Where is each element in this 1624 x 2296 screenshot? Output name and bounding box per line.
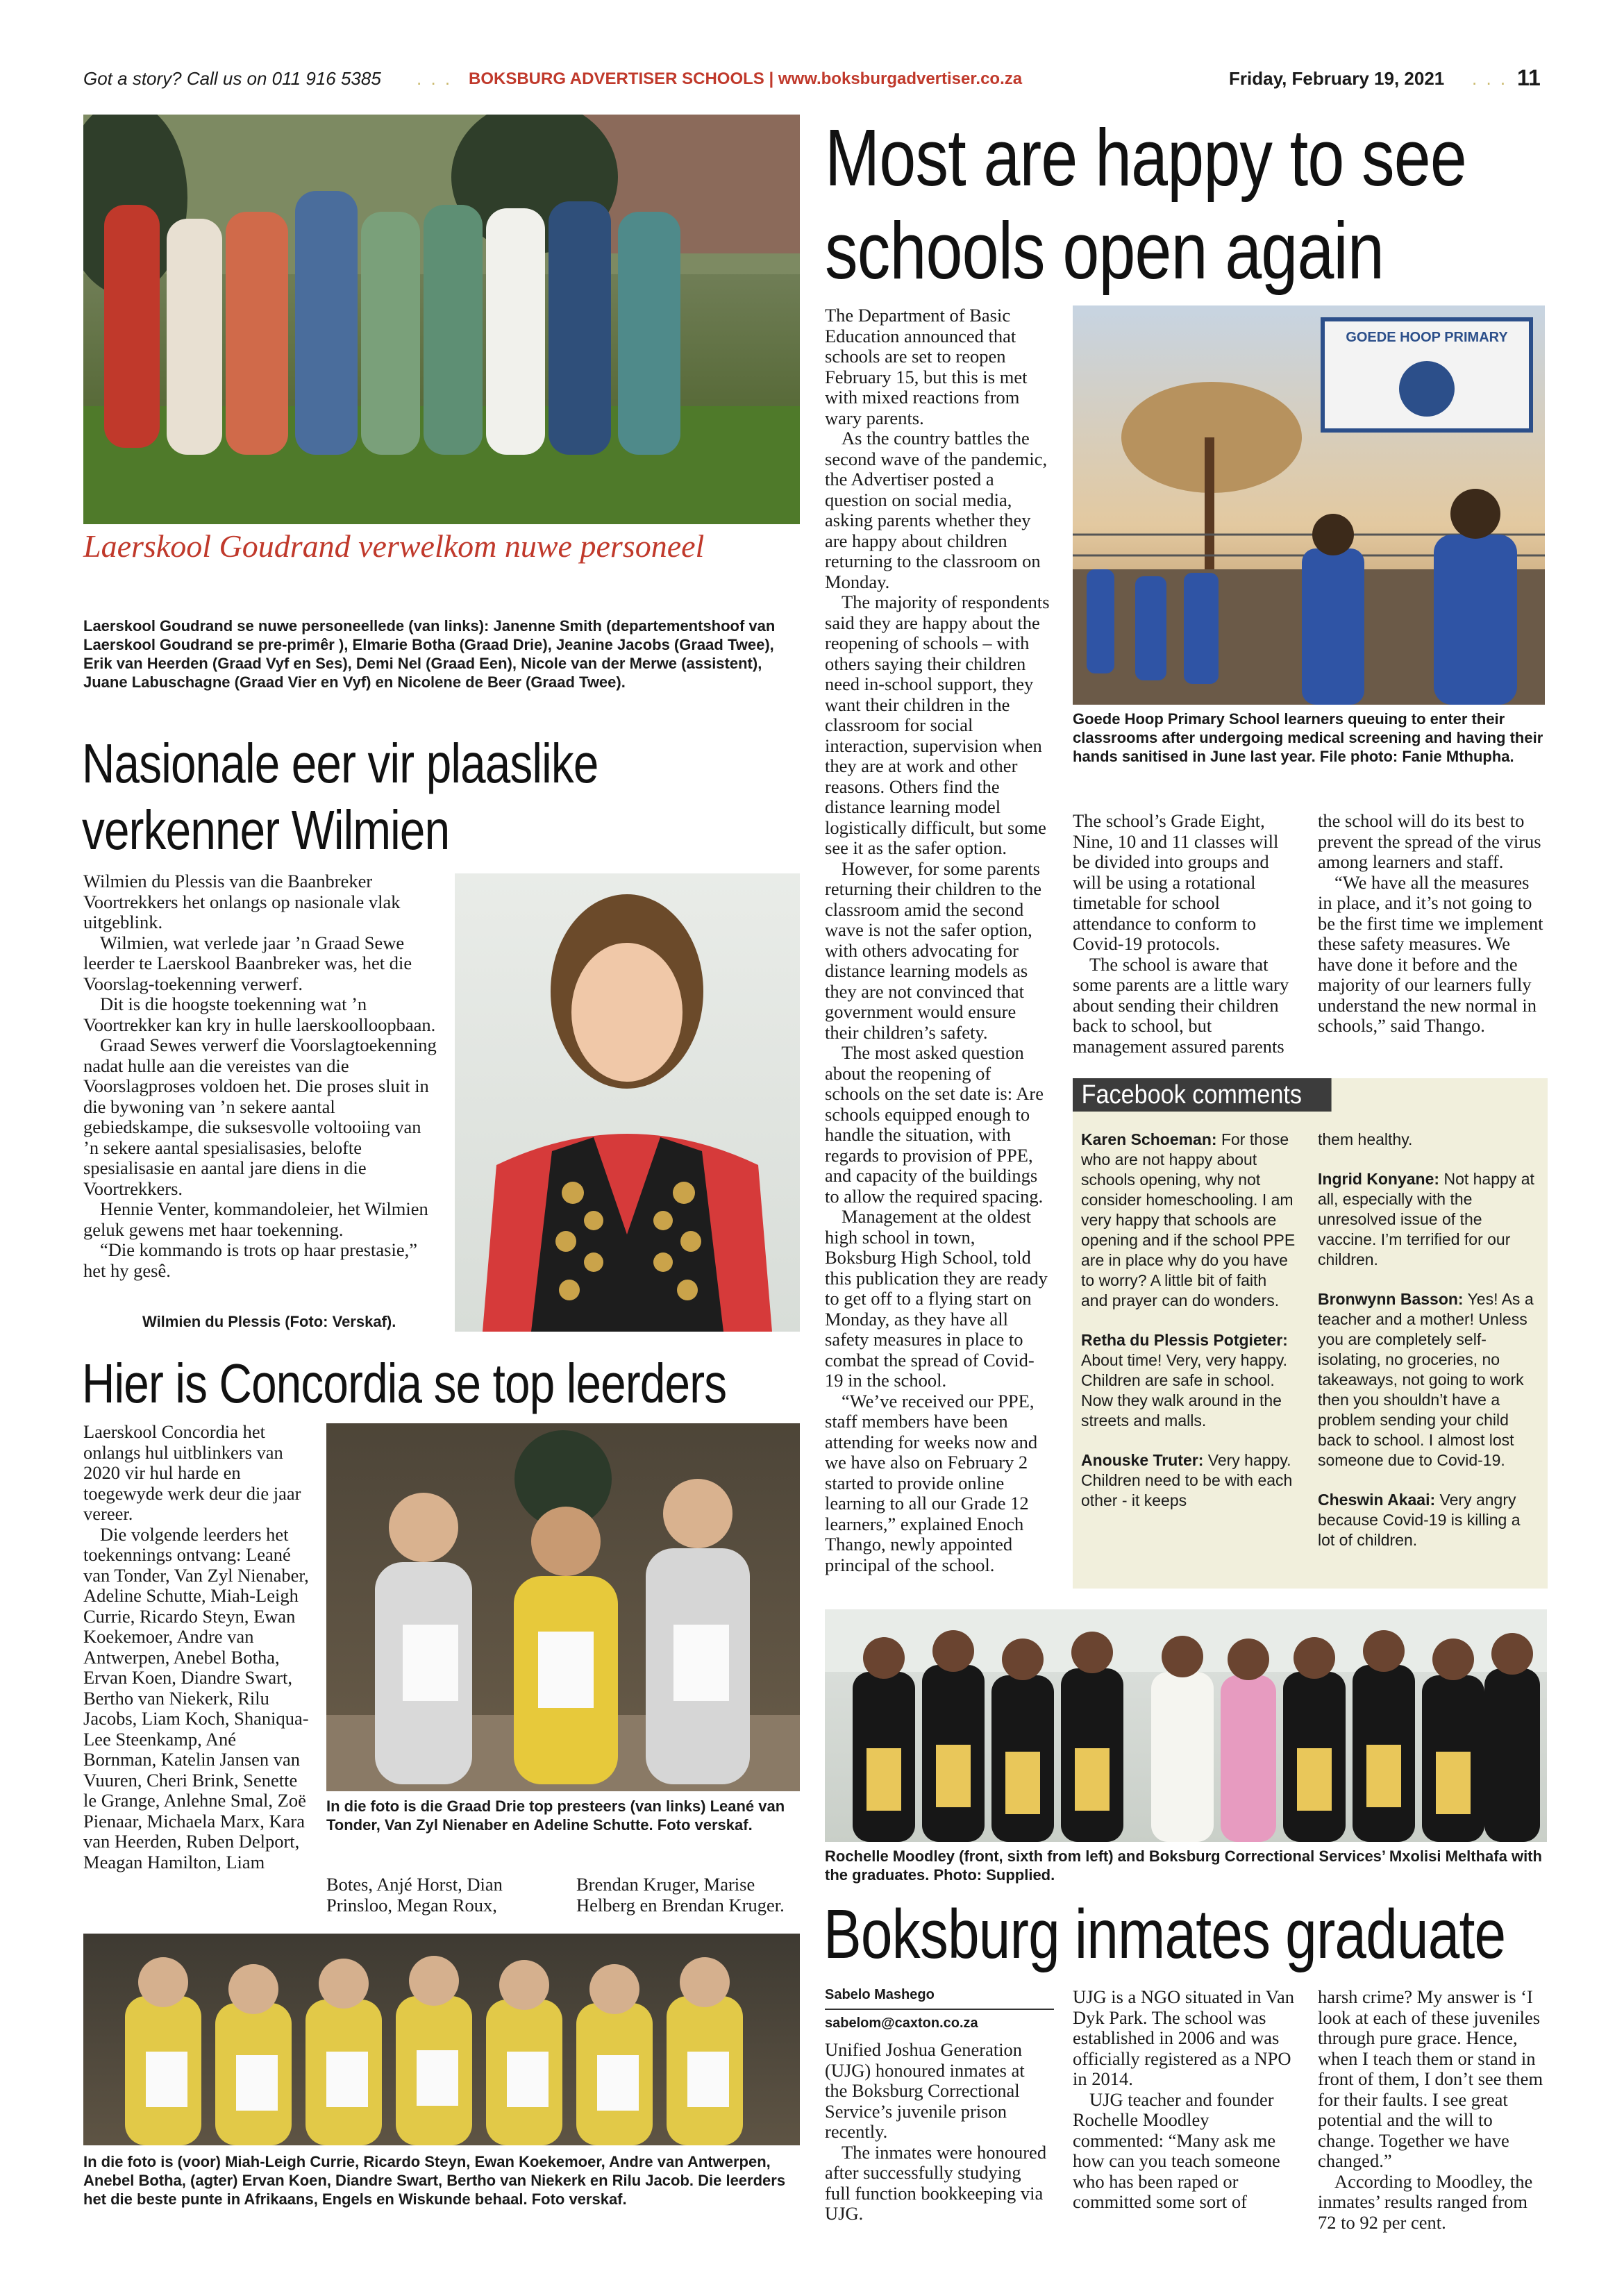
paragraph: “Die kommando is trots op haar prestasie,” het hy gesê. — [83, 1239, 417, 1281]
paragraph: The Department of Basic Education announced that schools are set to reopen February 15, but this is met with mixed reactions from wary parents. — [825, 305, 1028, 428]
paragraph: According to Moodley, the inmates’ results ranged from 72 to 92 per cent. — [1318, 2170, 1533, 2233]
commenter-name: Karen Schoeman: — [1081, 1130, 1217, 1148]
comment-text: Very angry because Covid-19 is killing a lot of children. — [1318, 1491, 1521, 1549]
wilmien-article-body — [83, 871, 437, 1281]
paragraph: UJG is a NGO situated in Van Dyk Park. The school was established in 2006 and was officially registered as a NPO in 2014. — [1073, 1986, 1294, 2089]
wilmien-headline-line-1: Nasionale eer vir plaaslike — [82, 732, 598, 794]
inmates-article-col-3 — [1318, 1987, 1547, 2233]
commenter-name: Retha du Plessis Potgieter: — [1081, 1331, 1288, 1349]
header-dots-2: . . . — [1472, 68, 1508, 89]
paragraph: harsh crime? My answer is ‘I look at each of these juveniles through pure grace. Hence, when I teach them or stand in front of them, I don’t see them for their faults. I see great potential and the will to change. Together we have changed.” — [1318, 1986, 1543, 2171]
concordia-caption-2: In die foto is (voor) Miah-Leigh Currie, Ricardo Steyn, Ewan Koekemoer, Andre van Antwerpen, Anebel Botha, (agter) Ervan Koen, Diandre Swart, Bertho van Niekerk en Rilu Jacob. Die leerders het die beste punte in Afrikaans, Engels en Wiskunde behaal. Foto verskaf. — [83, 2153, 786, 2208]
paragraph: UJG teacher and founder Rochelle Moodley commented: “Many ask me how can you teach someone who has been raped or committed some sort of — [1073, 2088, 1280, 2212]
comment-text: Not happy at all, especially with the unresolved issue of the vaccine. I’m terrified for our children. — [1318, 1170, 1534, 1268]
wilmien-photo-art — [455, 873, 800, 1332]
concordia-article-body — [83, 1422, 312, 1872]
concordia-grade-three-photo — [326, 1423, 800, 1791]
paragraph: Botes, Anjé Horst, Dian Prinsloo, Megan Roux, — [326, 1874, 503, 1916]
inmates-byline — [825, 1987, 1054, 2031]
schools-article-col-1 — [825, 305, 1050, 1575]
paragraph: Wilmien, wat verlede jaar ’n Graad Sewe leerder te Laerskool Baanbreker was, het die Voorslag-toekenning verwerf. — [83, 932, 412, 994]
header-section-title: BOKSBURG ADVERTISER SCHOOLS | www.boksburgadvertiser.co.za — [469, 69, 1023, 88]
byline-author: Sabelo Mashego — [825, 1987, 1054, 2010]
inmates-article-col-2 — [1073, 1987, 1295, 2213]
paragraph: “We’ve received our PPE, staff members have been attending for weeks now and we have also on February 2 started to provide online learning to all our Grade 12 learners,” explained Enoch Thango, newly appointed principal of the school. — [825, 1390, 1038, 1575]
facebook-comment — [1318, 1130, 1537, 1150]
paragraph: Dit is die hoogste toekenning wat ’n Voortrekker kan kry in hulle laerskoolloopbaan. — [83, 994, 436, 1035]
facebook-comments-title: Facebook comments — [1073, 1078, 1332, 1112]
header-story-line: Got a story? Call us on 011 916 5385 — [83, 68, 381, 89]
inmates-headline: Boksburg inmates graduate — [823, 1895, 1506, 1973]
facebook-comment — [1081, 1450, 1296, 1511]
paragraph: Unified Joshua Generation (UJG) honoured inmates at the Boksburg Correctional Service’s juvenile prison recently. — [825, 2039, 1025, 2142]
concordia-photo-1-art — [326, 1423, 800, 1791]
paragraph: However, for some parents returning their children to the classroom amid the second wave is not the safer option, with others advocating for distance learning models as they are not convinced that government would ensure their children’s safety. — [825, 857, 1042, 1043]
concordia-continued-2 — [576, 1875, 805, 1916]
paragraph: Die volgende leerders het toekennings ontvang: Leané van Tonder, Van Zyl Nienaber, Adeline Schutte, Miah-Leigh Currie, Ricardo Steyn, Ewan Koekemoer, Andre van Antwerpen, Anebel Botha, Ervan Koen, Diandre Swart, Bertho van Niekerk, Rilu Jacobs, Liam Koch, Shaniqua-Lee Steenkamp, Ané Bornman, Katelin Jansen van Vuuren, Cheri Brink, Senette le Grange, Anlehne Smal, Zoë Pienaar, Michaela Marx, Kara van Heerden, Ruben Delport, Meagan Hamilton, Liam — [83, 1523, 309, 1872]
concordia-group-photo — [83, 1934, 800, 2145]
graduates-photo-art — [825, 1609, 1547, 1842]
comment-text: About time! Very, very happy. Children are safe in school. Now they walk around in the streets and malls. — [1081, 1351, 1288, 1430]
inmates-article-col-1 — [825, 2040, 1050, 2224]
commenter-name: Ingrid Konyane: — [1318, 1170, 1440, 1188]
paragraph: As the country battles the second wave of the pandemic, the Advertiser posted a question on social media, asking parents whether they are happy about children returning to the classroom on Monday. — [825, 428, 1048, 592]
concordia-continued-1 — [326, 1875, 535, 1916]
schools-headline-line-2: schools open again — [825, 206, 1384, 296]
concordia-caption-1: In die foto is die Graad Drie top presteers (van links) Leané van Tonder, Van Zyl Nienaber en Adeline Schutte. Foto verskaf. — [326, 1798, 785, 1834]
commenter-name: Bronwynn Basson: — [1318, 1290, 1464, 1308]
wilmien-headline-line-2: verkenner Wilmien — [82, 799, 450, 861]
concordia-headline: Hier is Concordia se top leerders — [82, 1352, 727, 1414]
commenter-name: Cheswin Akaai: — [1318, 1491, 1436, 1509]
paragraph: The inmates were honoured after successfully studying full function bookkeeping via UJG. — [825, 2141, 1047, 2224]
header-dots-1: . . . — [417, 68, 453, 89]
paragraph: the school will do its best to prevent the spread of the virus among learners and staff. — [1318, 810, 1541, 872]
facebook-comment — [1081, 1130, 1296, 1311]
graduates-caption: Rochelle Moodley (front, sixth from left) and Boksburg Correctional Services’ Mxolisi Melthafa with the graduates. Photo: Supplied. — [825, 1847, 1542, 1884]
paragraph: Management at the oldest high school in town, Boksburg High School, told this publication they are ready to get off to a flying start on Monday, as they have all safety measures in place to combat the spread of Covid-19 in the school. — [825, 1206, 1048, 1391]
goede-hoop-photo — [1073, 305, 1545, 705]
paragraph: Laerskool Concordia het onlangs hul uitblinkers van 2020 vir hul harde en toegewyde werk deur die jaar vereer. — [83, 1421, 301, 1524]
goudrand-photo-art — [83, 115, 800, 524]
paragraph: Graad Sewes verwerf die Voorslagtoekenning nadat hulle aan die vereistes van die Voorslagproses voldoen het. Die proses sluit in die bywoning van ’n sekere aantal gebiedskampe, die suksesvolle voltooiing van ’n sekere aantal spesialisasies, belofte spesialisasie en aantal jare diens in die Voortrekkers. — [83, 1034, 437, 1199]
facebook-comments-box — [1073, 1078, 1548, 1589]
goudrand-title: Laerskool Goudrand verwelkom nuwe personeel — [83, 528, 705, 564]
schools-headline-line-1: Most are happy to see — [825, 112, 1466, 203]
comment-text: Yes! As a teacher and a mother! Unless you are completely self-isolating, no groceries, no takeaways, not going to work then you shouldn’t have a problem sending your child back to school. I almost lost someone due to Covid-19. — [1318, 1290, 1534, 1469]
byline-email: sabelom@caxton.co.za — [825, 2016, 978, 2031]
facebook-col-right — [1318, 1130, 1537, 1570]
header-date: Friday, February 19, 2021 — [1229, 68, 1445, 89]
goede-hoop-caption: Goede Hoop Primary School learners queuing to enter their classrooms after undergoing medical screening and having their hands sanitised in June last year. File photo: Fanie Mthupha. — [1073, 710, 1543, 765]
facebook-comment — [1318, 1169, 1537, 1270]
wilmien-caption: Wilmien du Plessis (Foto: Verskaf). — [142, 1313, 396, 1330]
wilmien-photo — [455, 873, 800, 1332]
schools-article-col-2 — [1073, 811, 1295, 1057]
paragraph: Brendan Kruger, Marise Helberg en Brendan Kruger. — [576, 1874, 785, 1916]
paragraph: The school is aware that some parents are a little wary about sending their children back to school, but management assured parents — [1073, 953, 1289, 1057]
concordia-photo-2-art — [83, 1934, 800, 2145]
paragraph: The majority of respondents said they are happy about the reopening of schools – with others saying their children need in-school support, they want their children in the classroom for social interaction, supervision when they are at work and other reasons. Others find the distance learning model logistically difficult, but some see it as the safer option. — [825, 592, 1050, 858]
goede-hoop-photo-art — [1073, 305, 1545, 705]
wilmien-headline — [82, 730, 674, 864]
facebook-comment — [1318, 1289, 1537, 1470]
school-sign-text: GOEDE HOOP PRIMARY — [1346, 330, 1508, 345]
paragraph: “We have all the measures in place, and it’s not going to be the first time we implement these safety measures. We have done it before and the majority of our learners fully understand the new normal in schools,” said Thango. — [1318, 871, 1543, 1036]
paragraph: The school’s Grade Eight, Nine, 10 and 11 classes will be divided into groups and will be using a rotational timetable for school attendance to conform to Covid-19 protocols. — [1073, 810, 1279, 954]
goudrand-caption: Laerskool Goudrand se nuwe personeellede (van links): Janenne Smith (departementshoof van Laerskool Goudrand se pre-primêr ), Elmarie Botha (Graad Drie), Jeanine Jacobs (Graad Twee), Erik van Heerden (Graad Vyf en Ses), Demi Nel (Graad Een), Nicole van der Merwe (assistent), Juane Labuschagne (Graad Vier en Vyf) en Nicolene de Beer (Graad Twee). — [83, 617, 776, 691]
commenter-name: Anouske Truter: — [1081, 1451, 1204, 1469]
paragraph: Wilmien du Plessis van die Baanbreker Voortrekkers het onlangs op nasionale vlak uitgeblink. — [83, 871, 401, 932]
paragraph: Hennie Venter, kommandoleier, het Wilmien geluk gewens met haar toekenning. — [83, 1198, 428, 1240]
comment-text: For those who are not happy about schools opening, why not consider homeschooling. I am very happy that schools are opening and if the school PPE are in place why do you have to worry? A little bit of faith and prayer can do wonders. — [1081, 1130, 1296, 1309]
goudrand-staff-photo — [83, 115, 800, 524]
facebook-comment — [1318, 1490, 1537, 1550]
comment-text: Very happy. Children need to be with each other - it keeps — [1081, 1451, 1293, 1509]
paragraph: The most asked question about the reopening of schools on the set date is: Are schools equipped enough to handle the situation, with regards to provision of PPE, and capacity of the buildings to allow the required spacing. — [825, 1042, 1044, 1207]
page-header — [83, 65, 1548, 96]
schools-headline — [825, 111, 1474, 297]
facebook-comment — [1081, 1330, 1296, 1431]
schools-article-col-3 — [1318, 811, 1547, 1037]
comment-text: them healthy. — [1318, 1130, 1413, 1148]
graduates-photo — [825, 1609, 1547, 1842]
page-number: 11 — [1517, 65, 1541, 90]
facebook-col-left — [1081, 1130, 1296, 1530]
